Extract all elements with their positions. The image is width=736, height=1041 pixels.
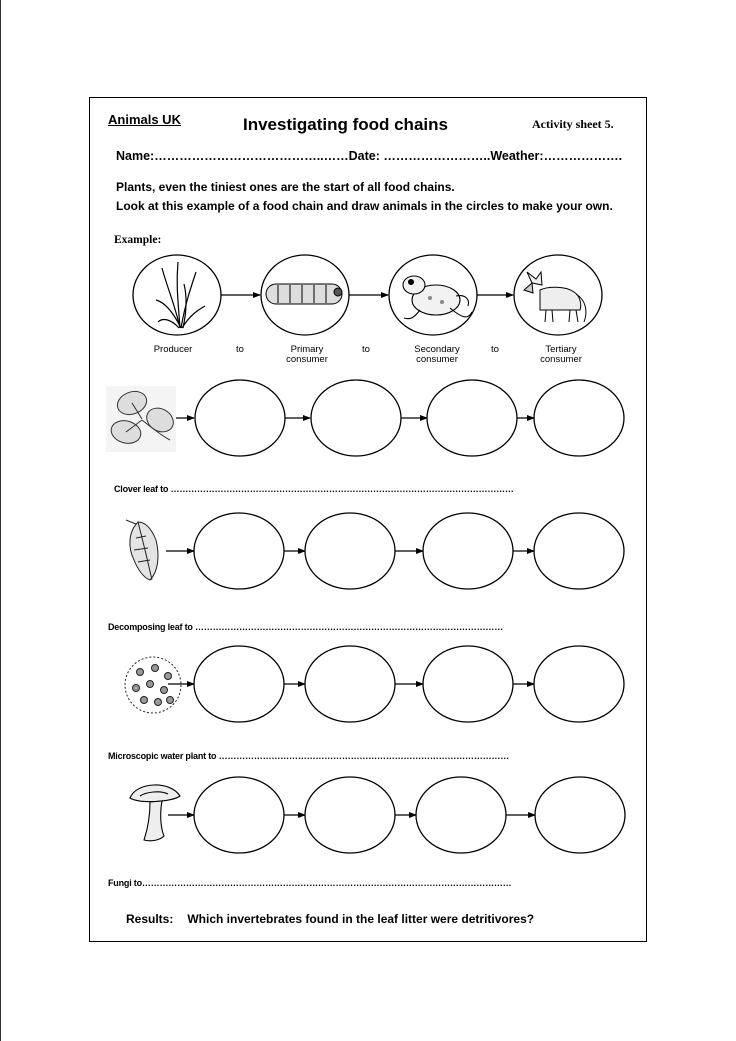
chain-label-decomposing-leaf: Decomposing leaf to …………………………………………………………………………………………… (108, 622, 504, 632)
blank-circle[interactable] (194, 646, 284, 722)
blank-circle[interactable] (534, 513, 624, 589)
blank-circle[interactable] (534, 646, 624, 722)
step-label-tertiary-consumer: Tertiary consumer (540, 344, 582, 365)
blank-circle[interactable] (305, 646, 395, 722)
connector-to: to (236, 344, 244, 355)
brand-label: Animals UK (108, 112, 181, 127)
connector-to: to (362, 344, 370, 355)
blank-circle[interactable] (427, 380, 517, 456)
blank-circle[interactable] (416, 777, 506, 853)
chain-label-water-plant: Microscopic water plant to ……………………………………………………………………………………… (108, 751, 510, 761)
example-circle-producer (133, 255, 221, 335)
blank-circle[interactable] (535, 777, 625, 853)
page-title: Investigating food chains (243, 115, 448, 134)
chain-label-fungi: Fungi to……………………………………………………………………………………………………………… (108, 878, 512, 888)
decomposing-leaf-icon (126, 520, 158, 580)
chain-label-clover: Clover leaf to ……………………………………………………………………………………………………… (114, 484, 514, 494)
connector-to: to (491, 344, 499, 355)
blank-circle[interactable] (311, 380, 401, 456)
blank-circle[interactable] (534, 380, 624, 456)
step-label-secondary-consumer: Secondary consumer (414, 344, 460, 365)
step-label-producer: Producer (153, 344, 193, 355)
clover-leaf-icon (106, 386, 178, 452)
intro-line-1: Plants, even the tiniest ones are the start of all food chains. (116, 180, 455, 194)
blank-circle[interactable] (194, 513, 284, 589)
results-label: Results: (126, 912, 174, 926)
intro-line-2: Look at this example of a food chain and draw animals in the circles to make your own. (116, 199, 613, 213)
water-plant-icon (125, 657, 181, 713)
results-text: Which invertebrates found in the leaf litter were detritivores? (187, 912, 535, 926)
mushroom-icon (130, 785, 180, 841)
fox-icon (524, 272, 586, 322)
grass-icon (156, 262, 205, 328)
blank-circle[interactable] (194, 777, 284, 853)
caterpillar-icon (266, 284, 342, 304)
example-label: Example: (114, 234, 162, 246)
frog-icon (403, 276, 472, 319)
blank-circle[interactable] (423, 513, 513, 589)
blank-circle[interactable] (423, 646, 513, 722)
activity-sheet-number: Activity sheet 5. (532, 117, 614, 131)
blank-circle[interactable] (305, 777, 395, 853)
name-date-weather-row: Name:…………………………………..……Date: ……………………..Weather:………………. (116, 149, 623, 163)
blank-circle[interactable] (195, 380, 285, 456)
step-label-primary-consumer: Primary consumer (286, 344, 328, 365)
blank-circle[interactable] (305, 513, 395, 589)
